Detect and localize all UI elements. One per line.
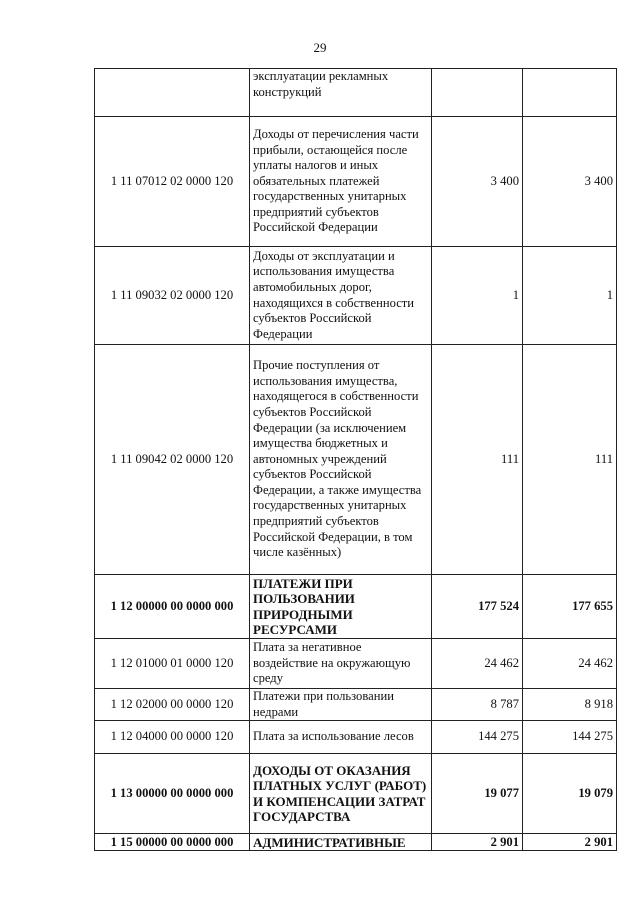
table-row (95, 834, 617, 851)
row-value-2 (523, 69, 617, 117)
row-code: 1 12 01000 01 0000 120 (95, 639, 250, 689)
row-name: Доходы от перечисления части прибыли, остающейся после уплаты налогов и иных обязательных платежей государственных унитарных предприятий субъектов Российской Федерации (250, 117, 432, 247)
row-value-1: 8 787 (432, 689, 523, 721)
row-value-1: 1 (432, 247, 523, 345)
table-row (95, 69, 617, 117)
row-code (95, 69, 250, 117)
row-code: 1 12 02000 00 0000 120 (95, 689, 250, 721)
row-name (250, 834, 432, 851)
table-row (95, 345, 617, 575)
row-name: ДОХОДЫ ОТ ОКАЗАНИЯ ПЛАТНЫХ УСЛУГ (РАБОТ) И КОМПЕНСАЦИИ ЗАТРАТ ГОСУДАРСТВА (250, 754, 432, 834)
row-code-text: 1 15 00000 00 0000 000 (110, 835, 234, 850)
row-name: ПЛАТЕЖИ ПРИ ПОЛЬЗОВАНИИ ПРИРОДНЫМИ РЕСУРСАМИ (250, 575, 432, 639)
row-name: Плата за негативное воздействие на окружающую среду (250, 639, 432, 689)
row-value-1: 3 400 (432, 117, 523, 247)
row-value-2: 177 655 (523, 575, 617, 639)
row-value-1: 19 077 (432, 754, 523, 834)
row-value-2: 8 918 (523, 689, 617, 721)
table-row (95, 721, 617, 754)
row-name-text: АДМИНИСТРАТИВНЫЕ (253, 835, 406, 850)
row-value-2: 24 462 (523, 639, 617, 689)
table-row (95, 754, 617, 834)
row-code (95, 834, 250, 851)
row-value-1: 144 275 (432, 721, 523, 754)
row-value-1-text: 2 901 (490, 835, 519, 850)
row-code: 1 11 09032 02 0000 120 (95, 247, 250, 345)
row-name: Платежи при пользовании недрами (250, 689, 432, 721)
row-value-2: 19 079 (523, 754, 617, 834)
table-row (95, 247, 617, 345)
row-code: 1 13 00000 00 0000 000 (95, 754, 250, 834)
row-code: 1 12 04000 00 0000 120 (95, 721, 250, 754)
row-value-2: 3 400 (523, 117, 617, 247)
row-value-2: 111 (523, 345, 617, 575)
row-value-2-text: 2 901 (584, 835, 613, 850)
row-value-1: 111 (432, 345, 523, 575)
table-row (95, 639, 617, 689)
row-name: эксплуатации рекламных конструкций (250, 69, 432, 117)
row-name: Прочие поступления от использования имущества, находящегося в собственности субъектов Российской Федерации (за исключением имущества бюджетных и автономных учреждений субъектов Российской Федерации, а также имущества государственных унитарных предприятий субъектов Российской Федерации, в том числе казённых) (250, 345, 432, 575)
table-row (95, 689, 617, 721)
row-value-2: 1 (523, 247, 617, 345)
row-value-1 (432, 69, 523, 117)
row-code: 1 11 09042 02 0000 120 (95, 345, 250, 575)
table-row (95, 575, 617, 639)
row-value-2 (523, 834, 617, 851)
row-code: 1 11 07012 02 0000 120 (95, 117, 250, 247)
row-name: Доходы от эксплуатации и использования имущества автомобильных дорог, находящихся в собственности субъектов Российской Федерации (250, 247, 432, 345)
row-value-1: 177 524 (432, 575, 523, 639)
revenue-table (94, 68, 617, 851)
table-row (95, 117, 617, 247)
row-name: Плата за использование лесов (250, 721, 432, 754)
page-number: 29 (313, 40, 327, 55)
row-value-2: 144 275 (523, 721, 617, 754)
row-value-1: 24 462 (432, 639, 523, 689)
row-code: 1 12 00000 00 0000 000 (95, 575, 250, 639)
row-value-1 (432, 834, 523, 851)
